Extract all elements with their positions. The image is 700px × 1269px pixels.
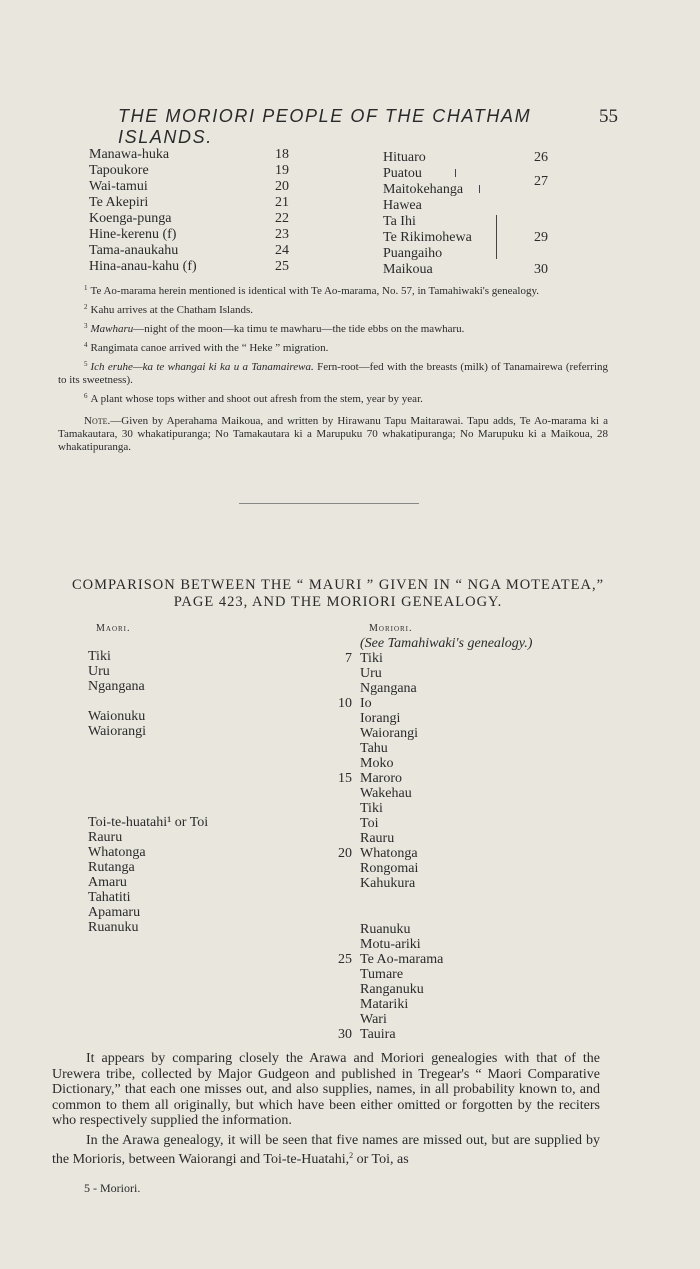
line-number: 20 bbox=[338, 846, 352, 861]
table-cell-name: Puatou bbox=[383, 166, 422, 181]
footnote-mark: 5 bbox=[84, 360, 88, 368]
brace-mark bbox=[479, 185, 480, 193]
list-item: Ngangana bbox=[360, 681, 417, 696]
footnotes bbox=[58, 282, 608, 465]
table-cell-name: Koenga-punga bbox=[89, 211, 172, 226]
table-cell-name: Hine-kerenu (f) bbox=[89, 227, 177, 242]
line-number: 25 bbox=[338, 952, 352, 967]
footnote bbox=[58, 320, 608, 336]
footnote-ref: 2 bbox=[349, 1151, 354, 1160]
footnote bbox=[58, 339, 608, 355]
table-cell-number: 21 bbox=[275, 195, 289, 210]
list-item: Tahu bbox=[360, 741, 388, 756]
table-cell-name: Te Akepiri bbox=[89, 195, 149, 210]
list-item: Waiorangi bbox=[360, 726, 418, 741]
footnote-mark: 3 bbox=[84, 322, 88, 330]
list-item: Motu-ariki bbox=[360, 937, 421, 952]
line-number: 15 bbox=[338, 771, 352, 786]
list-item: Te Ao-marama bbox=[360, 952, 444, 967]
footnote-mark: 6 bbox=[84, 392, 88, 400]
list-item: Toi bbox=[360, 816, 379, 831]
footnote-text: A plant whose tops wither and shoot out afresh from the stem, year by year. bbox=[90, 393, 423, 405]
footnote-text: Kahu arrives at the Chatham Islands. bbox=[90, 304, 254, 316]
table-cell-name: Maikoua bbox=[383, 262, 433, 277]
table-cell-name: Puangaiho bbox=[383, 246, 443, 261]
page-number: 55 bbox=[599, 106, 618, 127]
maori-column-heading: Maori. bbox=[96, 623, 131, 634]
footnote-mark: 1 bbox=[84, 284, 88, 292]
footnote-text: Rangimata canoe arrived with the “ Heke ” migration. bbox=[90, 342, 329, 354]
footnote bbox=[58, 390, 608, 406]
table-cell-name: Manawa-huka bbox=[89, 147, 170, 162]
list-item: Rauru bbox=[88, 830, 123, 845]
list-item: Matariki bbox=[360, 997, 409, 1012]
note-label: Note. bbox=[84, 415, 111, 427]
footnote bbox=[58, 301, 608, 317]
footnote-text: —night of the moon—ka timu te mawharu—the tide ebbs on the mawharu. bbox=[133, 323, 465, 335]
list-item: Uru bbox=[360, 666, 382, 681]
list-item: Whatonga bbox=[88, 845, 146, 860]
comparison-title-line: PAGE 423, AND THE MORIORI GENEALOGY. bbox=[173, 594, 503, 610]
body-paragraph bbox=[52, 1133, 600, 1168]
line-number: 7 bbox=[345, 651, 352, 666]
body-text bbox=[52, 1051, 600, 1172]
moriori-subheading: (See Tamahiwaki's genealogy.) bbox=[360, 636, 533, 651]
footnote-term: Ich eruhe—ka te whangai ki ka u a Tanamairewa. bbox=[90, 361, 314, 373]
list-item: Uru bbox=[88, 664, 110, 679]
list-item: Rauru bbox=[360, 831, 395, 846]
list-item: Tiki bbox=[360, 651, 383, 666]
body-paragraph: It appears by comparing closely the Arawa and Moriori genealogies with that of the Urewera tribe, collected by Major Gudgeon and published in Tregear's “ Maori Comparative Dictionary,” that each one misses out, and also supplies, names, in all probability known to, and common to them all originally, but which have been either omitted or forgotten by the reciters who respectively supplied the information. bbox=[52, 1051, 600, 1128]
list-item: Io bbox=[360, 696, 372, 711]
note-text: —Given by Aperahama Maikoua, and written by Hirawanu Tapu Maitarawai. Tapu adds, Te Ao-marama ki a Tamakautara, 30 whakatipuranga; No Tamakautara ki a Marupuku 70 whakatipuranga; No Marupuku ki a Maikoua, 28 whakatipuranga. bbox=[58, 415, 608, 453]
list-item: Amaru bbox=[88, 875, 127, 890]
footnote-mark: 2 bbox=[84, 303, 88, 311]
list-item: Maroro bbox=[360, 771, 402, 786]
list-item: Wari bbox=[360, 1012, 387, 1027]
table-cell-number: 20 bbox=[275, 179, 289, 194]
brace-mark bbox=[496, 215, 497, 259]
line-number: 10 bbox=[338, 696, 352, 711]
moriori-column-heading: Moriori. bbox=[369, 623, 413, 634]
table-cell-name: Maitokehanga bbox=[383, 182, 464, 197]
comparison-title-line: COMPARISON BETWEEN THE “ MAURI ” GIVEN IN “ NGA MOTEATEA,” bbox=[71, 577, 605, 593]
footnote-term: Mawharu bbox=[90, 323, 134, 335]
list-item: Iorangi bbox=[360, 711, 401, 726]
table-cell-name: Tama-anaukahu bbox=[89, 243, 179, 258]
table-cell-number: 29 bbox=[534, 230, 548, 245]
brace-mark bbox=[455, 169, 456, 177]
body-text-run: or Toi, as bbox=[353, 1152, 409, 1167]
comparison-title bbox=[58, 577, 618, 611]
list-item: Waiorangi bbox=[88, 724, 146, 739]
line-number: 30 bbox=[338, 1027, 352, 1042]
list-item: Tiki bbox=[360, 801, 383, 816]
section-divider bbox=[239, 503, 419, 504]
table-cell-name: Hawea bbox=[383, 198, 422, 213]
table-cell-number: 27 bbox=[534, 174, 548, 189]
running-title: THE MORIORI PEOPLE OF THE CHATHAM ISLANDS. bbox=[118, 106, 532, 147]
list-item: Rongomai bbox=[360, 861, 419, 876]
footnote-mark: 4 bbox=[84, 341, 88, 349]
table-cell-number: 24 bbox=[275, 243, 289, 258]
table-cell-name: Te Rikimohewa bbox=[383, 230, 472, 245]
table-cell-number: 22 bbox=[275, 211, 289, 226]
list-item: Tiki bbox=[88, 649, 111, 664]
table-cell-name: Tapoukore bbox=[89, 163, 149, 178]
running-header bbox=[118, 106, 618, 147]
footnote bbox=[58, 282, 608, 298]
list-item: Waionuku bbox=[88, 709, 146, 724]
note-paragraph bbox=[58, 415, 608, 454]
list-item: Ranganuku bbox=[360, 982, 424, 997]
list-item: Apamaru bbox=[88, 905, 141, 920]
list-item: Rutanga bbox=[88, 860, 135, 875]
table-cell-name: Wai-tamui bbox=[89, 179, 148, 194]
table-cell-number: 25 bbox=[275, 259, 289, 274]
list-item: Moko bbox=[360, 756, 394, 771]
list-item: Ngangana bbox=[88, 679, 145, 694]
table-cell-number: 19 bbox=[275, 163, 289, 178]
list-item: Ruanuku bbox=[360, 922, 411, 937]
list-item: Whatonga bbox=[360, 846, 418, 861]
list-item: Tahatiti bbox=[88, 890, 131, 905]
signature-mark: 5 - Moriori. bbox=[84, 1181, 141, 1195]
list-item: Wakehau bbox=[360, 786, 412, 801]
table-cell-name: Ta Ihi bbox=[383, 214, 416, 229]
table-cell-number: 18 bbox=[275, 147, 289, 162]
table-cell-name: Hituaro bbox=[383, 150, 426, 165]
body-text-run: In the Arawa genealogy, it will be seen that five names are missed out, but are supplied by the Morioris, between Waiorangi and Toi-te-Huatahi, bbox=[52, 1132, 600, 1167]
table-cell-number: 26 bbox=[534, 150, 548, 165]
list-item: Ruanuku bbox=[88, 920, 139, 935]
table-cell-name: Hina-anau-kahu (f) bbox=[89, 259, 197, 274]
list-item: Kahukura bbox=[360, 876, 416, 891]
list-item: Toi-te-huatahi¹ or Toi bbox=[88, 815, 209, 830]
footnote-text: Te Ao-marama herein mentioned is identical with Te Ao-marama, No. 57, in Tamahiwaki's genealogy. bbox=[90, 285, 540, 297]
footnote-text: Fern-root—fed with the breasts (milk) of Tanamairewa (referring to its sweetness). bbox=[58, 361, 609, 386]
table-cell-number: 30 bbox=[534, 262, 548, 277]
list-item: Tumare bbox=[360, 967, 404, 982]
list-item: Tauira bbox=[360, 1027, 396, 1042]
table-cell-number: 23 bbox=[275, 227, 289, 242]
footnote bbox=[58, 358, 608, 387]
